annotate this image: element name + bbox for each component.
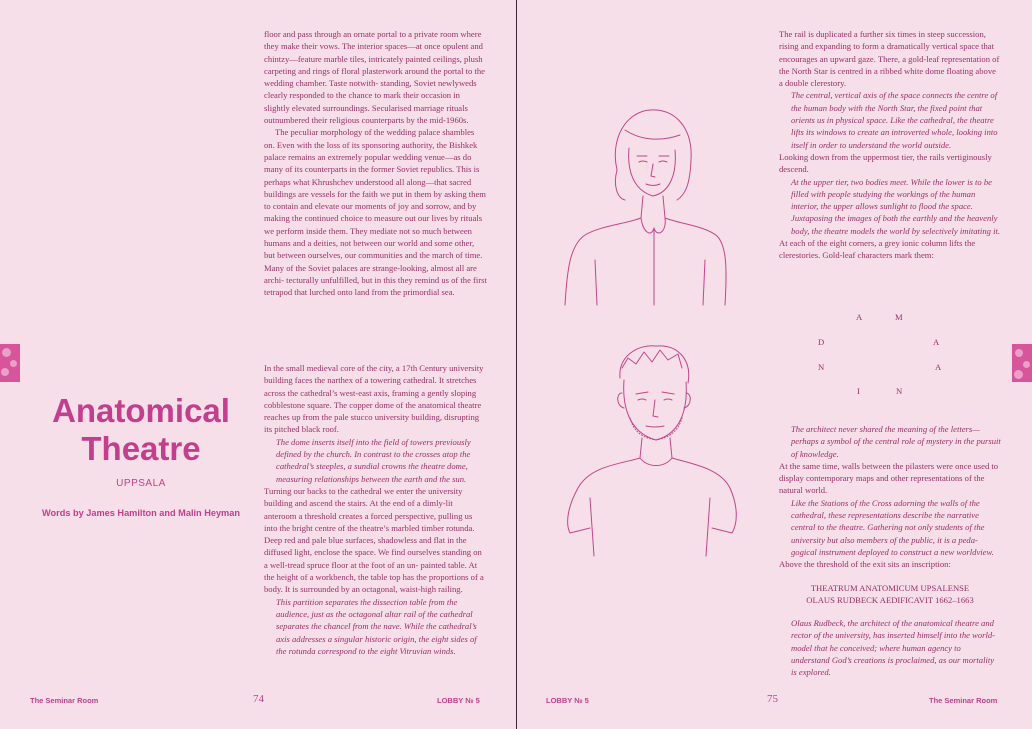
italic-paragraph: Like the Stations of the Cross adorning the walls of the cathedral, these representations describe the narrative central to the theatre. Gathering not only students of the university but also members of the public, it is a peda- gogical instrument deployed to construct a new worldview. bbox=[791, 497, 994, 557]
right-footer-issue: LOBBY № 5 bbox=[546, 696, 589, 705]
article-title-line1: Anatomical bbox=[52, 392, 230, 429]
closing-paragraph: Olaus Rudbeck, the architect of the anatomical theatre and rector of the university, has inserted himself into the world-model that he conceived; where human agency to understand God’s creations is proclaimed, as our mortality is explored. bbox=[791, 618, 996, 678]
column-letter: M bbox=[895, 312, 903, 322]
column-letter: A bbox=[935, 362, 942, 372]
paragraph: At the same time, walls between the pilasters were once used to display contemporary maps and other representations of the natural world. bbox=[779, 460, 999, 496]
italic-paragraph: At the upper tier, two bodies meet. While the lower is to be filled with people studying the workings of the human interior, the upper allows sunlight to flood the space. Juxtaposing the images of both the earthly and the heavenly body, the theatre models the world by selectively imitating it. bbox=[791, 176, 1000, 236]
paragraph: The peculiar morphology of the wedding palace shambles on. Even with the loss of its sponsoring authority, the Bishkek palace remains an extremely popular wedding venue—as do many of its counterparts in the former Soviet republics. This is perhaps what Khrushchev understood all along—that sacred buildings are vessels for the faith we put in them by asking them to contain and elevate our moments of joy and sorrow, and by making the continued choice to measure out our lives by rituals we perform inside them. They mediate not so much between humans and a deities, not between our world and some other, but between ourselves, our communities and the march of time. Many of the Soviet palaces are strange-looking, almost all are archi- tecturally unfulfilled, but in this they remind us of the first tetrapod that lurched onto land from the primordial sea. bbox=[264, 127, 487, 298]
left-page-number: 74 bbox=[253, 693, 264, 705]
article-location: UPPSALA bbox=[116, 478, 166, 489]
column-letter: N bbox=[896, 386, 903, 396]
page-spine bbox=[516, 0, 517, 729]
article-heading bbox=[30, 392, 252, 519]
paragraph: Looking down from the uppermost tier, the rails vertiginously descend. bbox=[779, 151, 992, 175]
article-title-line2: Theatre bbox=[81, 430, 201, 467]
italic-paragraph: This partition separates the dissection table from the audience, just as the octagonal altar rail of the cathedral separates the chancel from the nave. While the cathedral’s axis addresses a singular historic origin, the eight sides of the rotunda correspond to the eight Vitruvian winds. bbox=[276, 596, 477, 656]
paragraph: At each of the eight corners, a grey ionic column lifts the clerestories. Gold-leaf characters mark them: bbox=[779, 238, 976, 261]
woman-portrait-illustration bbox=[555, 100, 735, 310]
paragraph: Above the threshold of the exit sits an inscription: bbox=[779, 559, 951, 570]
left-top-column bbox=[264, 28, 487, 299]
right-bottom-column bbox=[779, 423, 1001, 679]
italic-paragraph: The architect never shared the meaning of the letters—perhaps a symbol of the central role of mystery in the pursuit of knowledge. bbox=[791, 424, 1001, 459]
left-bottom-column bbox=[264, 362, 487, 657]
man-portrait-illustration bbox=[560, 338, 740, 558]
paragraph: In the small medieval core of the city, a 17th Century university building faces the narthex of a towering cathedral. It stretches across the cathedral’s west-east axis, framing a gently sloping cobblestone square. The copper dome of the anatomical theatre reaches up from the pale stucco university building, disrupting its pitched black roof. bbox=[264, 363, 484, 435]
inscription-line: OLAUS RUDBECK AEDIFICAVIT 1662–1663 bbox=[806, 594, 974, 605]
paragraph: The rail is duplicated a further six times in steep succession, rising and expanding to form a dramatically vertical space that encourages an upward gaze. There, a gold-leaf representation of the North Star is centred in a ribbed white dome floating above a double clerestory. bbox=[779, 29, 1000, 89]
article-byline: Words by James Hamilton and Malin Heyman bbox=[42, 508, 240, 518]
paragraph: floor and pass through an ornate portal to a private room where they make their vows. The interior spaces—at once opulent and chintzy—feature marble tiles, intricately painted ceilings, plush carpeting and rings of floral plasterwork around the portal to the wedding chamber. Taste notwith- standing, Soviet newlyweds clearly responded to the chance to mark their occasion in slightly elevated surroundings. Secularised marriage rituals outnumbered their religious counterparts by the mid-1960s. bbox=[264, 29, 485, 126]
column-letter: I bbox=[857, 386, 860, 396]
left-footer-issue: LOBBY № 5 bbox=[437, 696, 480, 705]
left-footer-section: The Seminar Room bbox=[30, 696, 99, 705]
column-letter: N bbox=[818, 362, 825, 372]
right-edge-tab bbox=[1012, 344, 1032, 382]
right-page-number: 75 bbox=[767, 693, 778, 705]
column-letter: D bbox=[818, 337, 825, 347]
paragraph: Turning our backs to the cathedral we enter the university building and ascend the stairs. At the end of a dimly-lit anteroom a threshold creates a forced perspective, pulling us into the bright centre of the theatre’s marbled timber rotunda. Deep red and pale blue surfaces, shadowless and flat in the diffused light, enclose the space. We find ourselves standing on a well-tread spruce floor at the foot of an un- painted table. At the height of a workbench, the table top has the proportions of a body. It is surrounded by an octagonal, waist-high railing. bbox=[264, 485, 484, 595]
right-top-column bbox=[779, 28, 1001, 262]
inscription-line: THEATRUM ANATOMICUM UPSALENSE bbox=[810, 582, 970, 593]
column-letter: A bbox=[856, 312, 863, 322]
column-letter: A bbox=[933, 337, 940, 347]
right-footer-section: The Seminar Room bbox=[929, 696, 998, 705]
left-edge-tab bbox=[0, 344, 20, 382]
italic-paragraph: The central, vertical axis of the space connects the centre of the human body with the North Star, the fixed point that orients us in physical space. Like the cathedral, the theatre lifts its windows to create an introverted whole, looking into itself in order to understand the world outside. bbox=[791, 90, 998, 150]
italic-paragraph: The dome inserts itself into the field of towers previously defined by the church. In contrast to the crosses atop the cathedral’s steeples, a sundial crowns the theatre dome, measuring relationships between the earth and the sun. bbox=[276, 436, 471, 484]
